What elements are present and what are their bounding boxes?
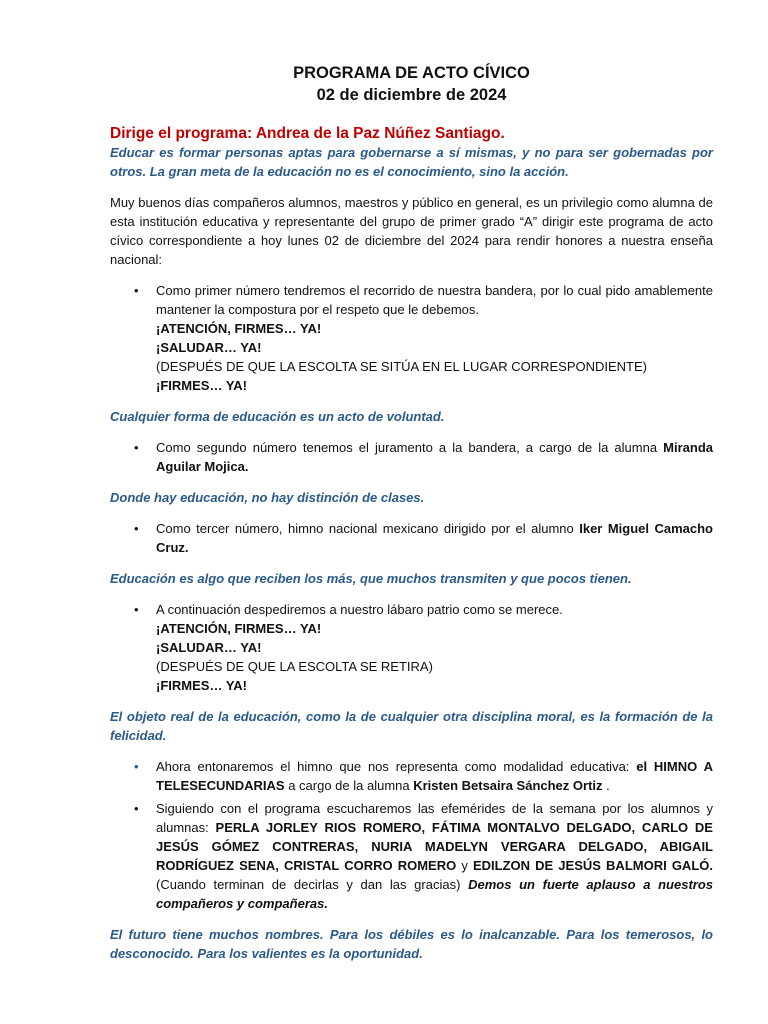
bullet-icon: • (134, 521, 139, 536)
quote-1: Educar es formar personas aptas para gobernarse a sí mismas, y no para ser gobernadas por otros. La gran meta de la educación no es el conocimiento, sino la acción. (110, 145, 713, 179)
student-name: EDILZON DE JESÚS BALMORI GALÓ. (472, 858, 713, 873)
list-item-oath (134, 438, 713, 476)
program-list-2 (110, 438, 713, 476)
document-title: PROGRAMA DE ACTO CÍVICO (293, 64, 530, 82)
stage-note: (DESPUÉS DE QUE LA ESCOLTA SE SITÚA EN EL LUGAR CORRESPONDIENTE) (156, 359, 647, 374)
quote-3: Donde hay educación, no hay distinción de clases. (110, 490, 425, 505)
item-text: Como tercer número, himno nacional mexicano dirigido por el alumno (156, 521, 580, 536)
list-item-anthem (134, 519, 713, 557)
list-item-ephemerides (134, 799, 714, 913)
quote-4: Educación es algo que reciben los más, que muchos transmiten y que pocos tienen. (110, 571, 632, 586)
student-name: Iker Miguel Camacho Cruz. (156, 521, 713, 555)
command: ¡SALUDAR… YA! (156, 640, 262, 655)
title-block (110, 62, 713, 106)
command: ¡SALUDAR… YA! (156, 340, 262, 355)
item-text: Como primer número tendremos el recorrido de nuestra bandera, por lo cual pido amablemente mantener la compostura por el respeto que le debemos. (156, 283, 713, 317)
item-text: . (602, 778, 610, 793)
bullet-icon: • (134, 759, 139, 774)
program-list-3 (110, 519, 713, 557)
bullet-icon: • (134, 440, 139, 455)
program-list-1 (110, 281, 713, 395)
list-item-flag-farewell (134, 600, 713, 695)
bullet-icon: • (134, 801, 139, 816)
student-name: Kristen Betsaira Sánchez Ortiz (413, 778, 603, 793)
item-text: a cargo de la alumna (284, 778, 414, 793)
quote-6: El futuro tiene muchos nombres. Para los débiles es lo inalcanzable. Para los temerosos, lo desconocido. Para los valientes es la oportunidad. (110, 927, 713, 961)
item-text: A continuación despediremos a nuestro lábaro patrio como se merece. (156, 602, 563, 617)
item-text: (Cuando terminan de decirlas y dan las gracias) (156, 877, 469, 892)
intro-paragraph: Muy buenos días compañeros alumnos, maestros y público en general, es un privilegio como alumna de esta institución educativa y representante del grupo de primer grado “A” dirigir este programa de acto cívico correspondiente a hoy lunes 02 de diciembre del 2024 para rendir honores a nuestra enseña nacional: (110, 195, 713, 267)
item-text: Como segundo número tenemos el juramento a la bandera, a cargo de la alumna (156, 440, 664, 455)
command: ¡ATENCIÓN, FIRMES… YA! (156, 321, 322, 336)
bullet-icon: • (134, 283, 139, 298)
command: ¡ATENCIÓN, FIRMES… YA! (156, 621, 322, 636)
program-list-5 (110, 757, 713, 913)
list-item-telesecundaria-hymn (134, 757, 713, 795)
student-names: PERLA JORLEY RIOS ROMERO, FÁTIMA MONTALVO DELGADO, CARLO DE JESÚS GÓMEZ CONTRERAS, NURIA MADELYN VERGARA DELGADO, ABIGAIL RODRÍGUEZ SENA, CRISTAL CORRO ROMERO (156, 820, 713, 873)
student-name: Miranda Aguilar Mojica. (156, 440, 713, 474)
document-date: 02 de diciembre de 2024 (316, 86, 507, 104)
list-item-flag-parade (134, 281, 713, 395)
command: ¡FIRMES… YA! (156, 678, 248, 693)
applause-line: Demos un fuerte aplauso a nuestros compañeros y compañeras. (156, 877, 714, 911)
item-text: Siguiendo con el programa escucharemos las efemérides de la semana por los alumnos y alumnas: (156, 801, 713, 835)
bullet-icon: • (134, 602, 139, 617)
item-text: y (456, 858, 473, 873)
item-text: Ahora entonaremos el himno que nos representa como modalidad educativa: (156, 759, 637, 774)
program-director: Dirige el programa: Andrea de la Paz Núñez Santiago. (110, 125, 505, 142)
quote-5: El objeto real de la educación, como la de cualquier otra disciplina moral, es la formación de la felicidad. (110, 709, 713, 743)
quote-2: Cualquier forma de educación es un acto de voluntad. (110, 409, 445, 424)
command: ¡FIRMES… YA! (156, 378, 248, 393)
hymn-name: el HIMNO A TELESECUNDARIAS (156, 759, 713, 793)
stage-note: (DESPUÉS DE QUE LA ESCOLTA SE RETIRA) (156, 659, 433, 674)
program-list-4 (110, 600, 713, 695)
